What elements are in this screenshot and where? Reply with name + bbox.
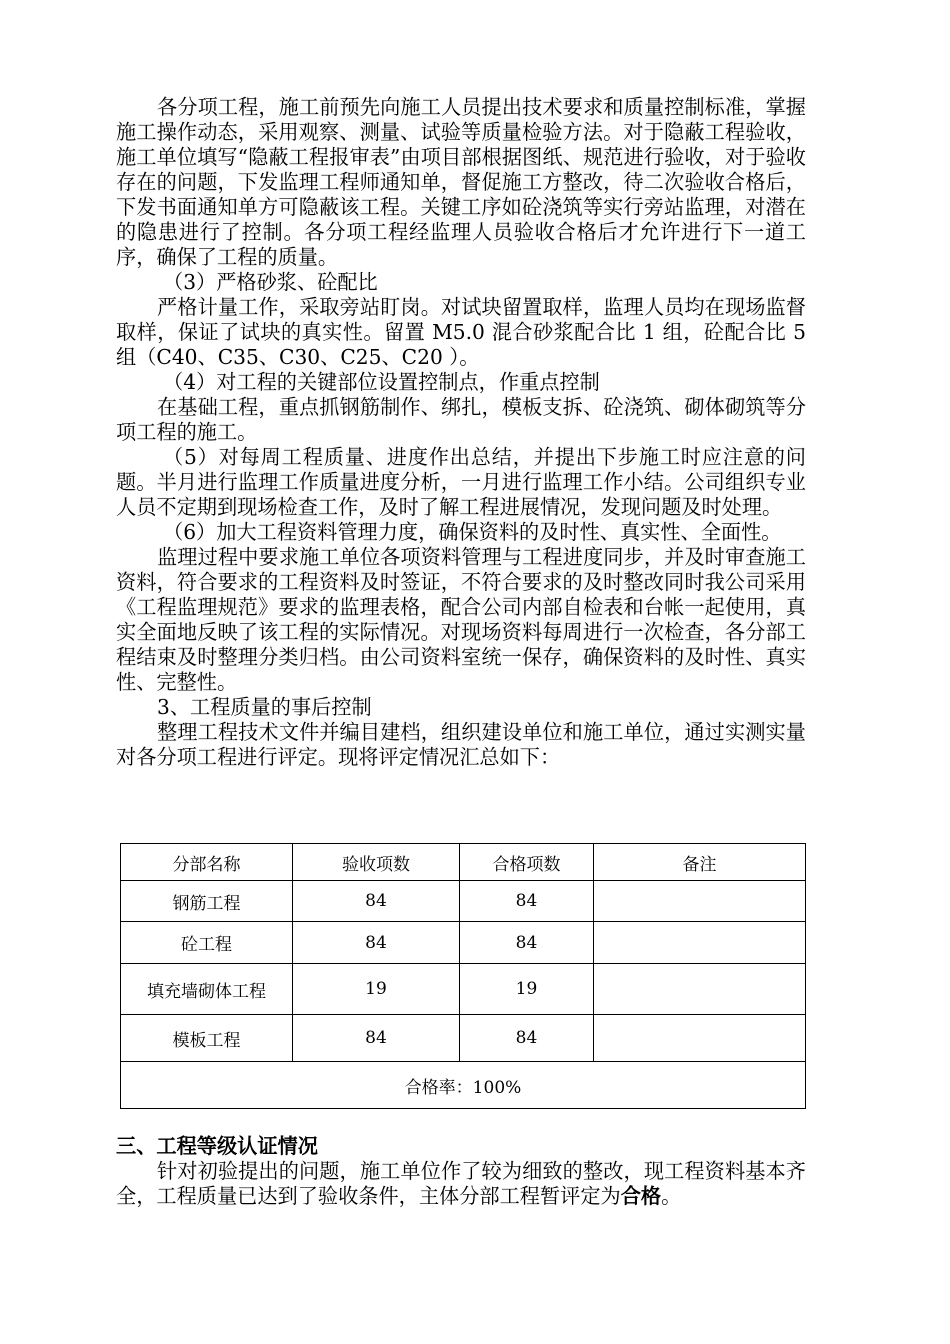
- header-cell-accepted: 验收项数: [293, 844, 460, 881]
- conclusion-text: 针对初验提出的问题，施工单位作了较为细致的整改，现工程资料基本齐全，工程质量已达到了验收条件，主体分部工程暂评定为: [116, 1159, 806, 1208]
- table-cell: 84: [460, 1015, 594, 1062]
- paragraph-summary-intro: 整理工程技术文件并编目建档，组织建设单位和施工单位，通过实测实量对各分项工程进行评定。现将评定情况汇总如下：: [116, 720, 806, 769]
- paragraph-inspection: 各分项工程，施工前预先向施工人员提出技术要求和质量控制标准，掌握施工操作动态，采用观察、测量、试验等质量检验方法。对于隐蔽工程验收，施工单位填写“隐蔽工程报审表”由项目部根据图纸、规范进行验收，对于验收存在的问题，下发监理工程师通知单，督促施工方整改，待二次验收合格后，下发书面通知单方可隐蔽该工程。关键工序如砼浇筑等实行旁站监理，对潜在的隐患进行了控制。各分项工程经监理人员验收合格后才允许进行下一道工序，确保了工程的质量。: [116, 95, 806, 269]
- evaluation-table: [120, 843, 806, 1109]
- pass-rate-cell: 合格率：100%: [121, 1062, 806, 1109]
- conclusion-grade: 合格: [620, 1184, 662, 1208]
- section-heading: 三、工程等级认证情况: [116, 1134, 318, 1158]
- table-cell: 84: [460, 922, 594, 964]
- table-cell: 84: [293, 1015, 460, 1062]
- conclusion-end: 。: [661, 1184, 682, 1208]
- table-cell: 19: [460, 964, 594, 1015]
- table-cell: 84: [460, 881, 594, 922]
- table-header-row: [121, 844, 806, 881]
- header-cell-remarks: 备注: [594, 844, 806, 881]
- table-footer-row: [121, 1062, 806, 1109]
- table-cell: 模板工程: [121, 1015, 293, 1062]
- paragraph-heading-3: （3）严格砂浆、砼配比: [163, 270, 378, 294]
- table-cell: 砼工程: [121, 922, 293, 964]
- section-grade-certification: [116, 1134, 806, 1209]
- table-cell: 钢筋工程: [121, 881, 293, 922]
- paragraph-heading-4: （4）对工程的关键部位设置控制点，作重点控制: [163, 370, 600, 394]
- table-cell: [594, 922, 806, 964]
- header-cell-qualified: 合格项数: [460, 844, 594, 881]
- table-row: [121, 1015, 806, 1062]
- header-cell-division: 分部名称: [121, 844, 293, 881]
- paragraph-heading-post-control: 3、工程质量的事后控制: [157, 695, 372, 719]
- table-cell: [594, 964, 806, 1015]
- paragraph-metering: 严格计量工作，采取旁站盯岗。对试块留置取样，监理人员均在现场监督取样，保证了试块的真实性。留置 M5.0 混合砂浆配合比 1 组，砼配合比 5 组（C40、C35、C30、C25、C20 ）。: [116, 295, 806, 369]
- paragraph-conclusion: [116, 1159, 806, 1209]
- table-cell: 84: [293, 881, 460, 922]
- table-cell: 填充墙砌体工程: [121, 964, 293, 1015]
- paragraph-heading-5: （5）对每周工程质量、进度作出总结，并提出下步施工时应注意的问题。半月进行监理工作质量进度分析，一月进行监理工作小结。公司组织专业人员不定期到现场检查工作，及时了解工程进展情况，发现问题及时处理。: [116, 445, 806, 519]
- table-cell: [594, 1015, 806, 1062]
- table-cell: 19: [293, 964, 460, 1015]
- table-row: [121, 922, 806, 964]
- paragraph-foundation: 在基础工程，重点抓钢筋制作、绑扎，模板支拆、砼浇筑、砌体砌筑等分项工程的施工。: [116, 395, 806, 444]
- paragraph-heading-6: （6）加大工程资料管理力度，确保资料的及时性、真实性、全面性。: [163, 520, 782, 544]
- paragraph-records: 监理过程中要求施工单位各项资料管理与工程进度同步，并及时审查施工资料，符合要求的工程资料及时签证，不符合要求的及时整改同时我公司采用《工程监理规范》要求的监理表格，配合公司内部自检表和台帐一起使用，真实全面地反映了该工程的实际情况。对现场资料每周进行一次检查，各分部工程结束及时整理分类归档。由公司资料室统一保存，确保资料的及时性、真实性、完整性。: [116, 545, 806, 694]
- table-row: [121, 881, 806, 922]
- table-cell: 84: [293, 922, 460, 964]
- table-row: [121, 964, 806, 1015]
- table-cell: [594, 881, 806, 922]
- body-text: [116, 95, 806, 770]
